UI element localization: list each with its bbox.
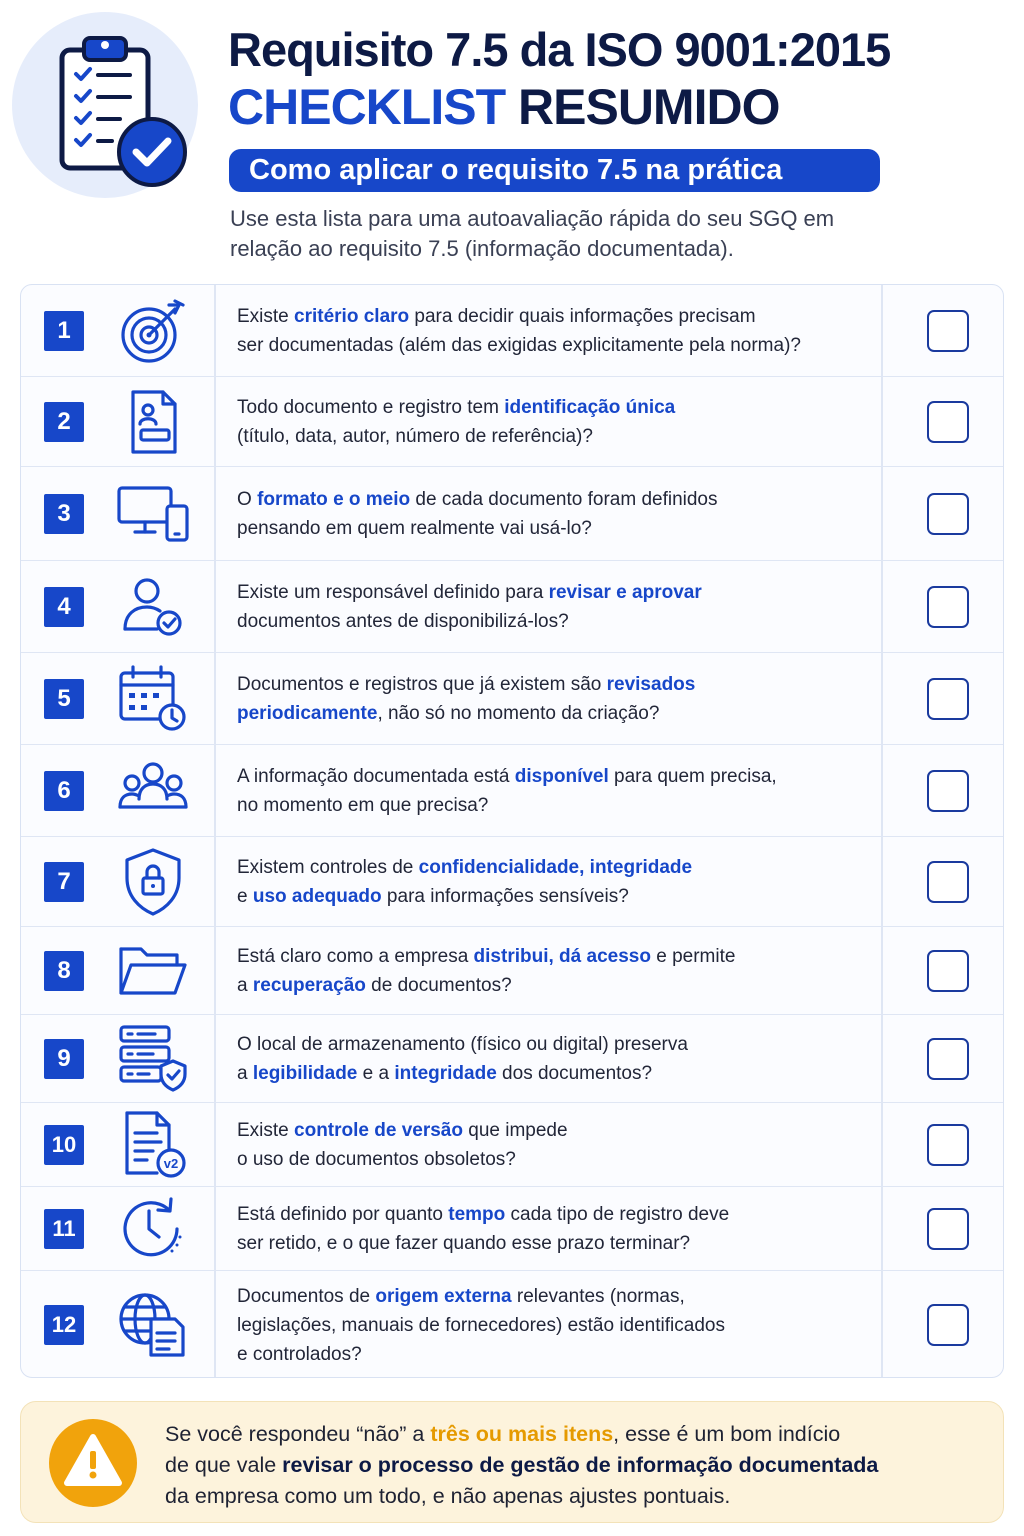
item-highlight: legibilidade [252,1063,358,1084]
item-question [237,1030,877,1088]
item-checkbox[interactable] [927,1124,969,1166]
item-line [237,422,877,451]
item-highlight: confidencialidade, integridade [418,857,693,878]
intro-text [230,204,930,264]
item-highlight: recuperação [252,975,366,996]
item-text-segment: e a [357,1063,395,1084]
item-checkbox[interactable] [927,586,969,628]
item-checkbox[interactable] [927,401,969,443]
item-question [237,393,877,451]
item-highlight: origem externa [375,1285,512,1307]
item-text-segment: de cada documento foram definidos [410,489,718,510]
item-line [237,971,877,1000]
item-line [237,1282,877,1311]
checklist-row-12 [21,1271,1003,1378]
item-checkbox[interactable] [927,1304,969,1346]
item-number: 3 [44,494,84,534]
item-number: 7 [44,862,84,902]
item-checkbox[interactable] [927,1038,969,1080]
clock-refresh-icon [117,1193,189,1265]
checklist-row-5 [21,653,1003,745]
checklist-row-4 [21,561,1003,653]
note-text-4: da empresa como um todo, e não apenas ajustes pontuais. [165,1484,731,1508]
item-question [237,1200,877,1258]
item-text-segment: O local de armazenamento (físico ou digital) preserva [237,1034,688,1055]
note-emphasis: revisar o processo de gestão de informação documentada [282,1453,879,1477]
item-text-segment: , não só no momento da criação? [377,703,660,724]
checklist-row-2 [21,377,1003,467]
item-text-segment: a [237,1063,253,1084]
item-line [237,1229,877,1258]
target-icon [117,295,189,367]
item-number: 4 [44,587,84,627]
item-text-segment: Está claro como a empresa [237,946,474,967]
item-highlight: critério claro [294,306,410,327]
devices-icon [117,478,189,550]
section-banner: Como aplicar o requisito 7.5 na prática [229,149,880,192]
checklist-row-7 [21,837,1003,927]
item-highlight: revisados [606,674,696,695]
item-line [237,791,877,820]
item-text-segment: Existe [237,1120,295,1141]
intro-line-1: Use esta lista para uma autoavaliação rápida do seu SGQ em [230,206,835,231]
item-question [237,942,877,1000]
item-text-segment: dos documentos? [496,1063,653,1084]
item-text-segment: para decidir quais informações precisam [409,306,756,327]
item-line [237,882,877,911]
item-text-segment: ser documentadas (além das exigidas explicitamente pela norma)? [237,335,801,356]
checklist-table [20,284,1004,1378]
title-accent: CHECKLIST [228,79,506,135]
item-line [237,578,877,607]
item-checkbox[interactable] [927,950,969,992]
item-line [237,607,877,636]
item-highlight: distribui, dá acesso [473,946,651,967]
item-checkbox[interactable] [927,493,969,535]
item-line [237,853,877,882]
item-highlight: uso adequado [252,886,382,907]
item-highlight: identificação única [504,397,676,418]
item-number: 11 [44,1209,84,1249]
item-text-segment: a [237,975,253,996]
item-number: 12 [44,1305,84,1345]
note-highlight: três ou mais itens [430,1422,614,1446]
item-text-segment: para informações sensíveis? [381,886,629,907]
item-number: 1 [44,311,84,351]
item-text-segment: e permite [650,946,736,967]
item-checkbox[interactable] [927,310,969,352]
user-check-icon [117,571,189,643]
item-text-segment: cada tipo de registro deve [505,1204,730,1225]
item-checkbox[interactable] [927,678,969,720]
item-text-segment: e [237,886,253,907]
item-line [237,699,877,728]
item-line [237,1311,877,1340]
shield-lock-icon [117,846,189,918]
item-line [237,393,877,422]
item-text-segment: A informação documentada está [237,766,515,787]
checklist-row-6 [21,745,1003,837]
item-number: 6 [44,771,84,811]
item-text-segment: documentos antes de disponibilizá-los? [237,611,569,632]
checklist-row-1 [21,285,1003,377]
checklist-row-11 [21,1187,1003,1271]
item-line [237,942,877,971]
item-number: 5 [44,679,84,719]
item-number: 9 [44,1039,84,1079]
globe-document-icon [117,1289,189,1361]
item-text-segment: (título, data, autor, número de referência)? [237,426,593,447]
item-checkbox[interactable] [927,770,969,812]
note-text-2: , esse é um bom indício [613,1422,841,1446]
item-line [237,1059,877,1088]
server-shield-icon [117,1023,189,1095]
item-highlight: revisar e aprovar [548,582,702,603]
item-line [237,1145,877,1174]
warning-icon [49,1419,137,1507]
item-text-segment: o uso de documentos obsoletos? [237,1149,516,1170]
item-text-segment: Está definido por quanto [237,1204,449,1225]
item-question [237,578,877,636]
item-line [237,514,877,543]
item-question [237,302,877,360]
item-line [237,762,877,791]
item-question [237,853,877,911]
item-line [237,485,877,514]
folder-icon [117,935,189,1007]
item-highlight: disponível [514,766,609,787]
document-version-icon [117,1109,189,1181]
checklist-row-10 [21,1103,1003,1187]
checklist-row-8 [21,927,1003,1015]
svg-text:v2: v2 [163,1156,179,1171]
note-text-3: de que vale [165,1453,283,1477]
warning-note [20,1401,1004,1523]
item-question [237,1116,877,1174]
item-text-segment: Existe [237,306,295,327]
users-group-icon [117,755,189,827]
item-highlight: periodicamente [237,703,378,724]
item-text-segment: de documentos? [365,975,512,996]
item-text-segment: para quem precisa, [608,766,777,787]
item-text-segment: Documentos de [237,1285,376,1307]
item-line: e controlados? [237,1343,362,1365]
document-id-icon [117,386,189,458]
page-subtitle [228,78,779,136]
item-line [237,302,877,331]
item-checkbox[interactable] [927,1208,969,1250]
item-number: 10 [44,1125,84,1165]
item-question [237,670,877,728]
item-line [237,1116,877,1145]
item-highlight: formato e o meio [257,489,411,510]
item-question [237,485,877,543]
item-line [237,331,877,360]
title-rest: RESUMIDO [518,79,780,135]
item-text-segment: legislações, manuais de fornecedores) estão identificados [237,1314,725,1336]
item-line [237,1200,877,1229]
note-text [165,1419,985,1512]
item-checkbox[interactable] [927,861,969,903]
intro-line-2: relação ao requisito 7.5 (informação documentada). [230,236,734,261]
calendar-clock-icon [117,663,189,735]
item-text-segment: no momento em que precisa? [237,795,489,816]
item-line [237,1030,877,1059]
item-highlight: tempo [448,1204,506,1225]
clipboard-checklist-icon [12,12,198,198]
item-line [237,670,877,699]
item-number: 8 [44,951,84,991]
item-highlight: controle de versão [294,1120,463,1141]
item-text-segment: Existe um responsável definido para [237,582,549,603]
item-number: 2 [44,402,84,442]
item-highlight: integridade [394,1063,497,1084]
checklist-row-3 [21,467,1003,561]
item-text-segment: que impede [462,1120,568,1141]
checklist-row-9 [21,1015,1003,1103]
item-text-segment: Existem controles de [237,857,419,878]
item-text-segment: ser retido, e o que fazer quando esse prazo terminar? [237,1233,691,1254]
item-text-segment: Todo documento e registro tem [237,397,505,418]
item-text-segment: pensando em quem realmente vai usá-lo? [237,518,592,539]
item-question [237,1282,877,1369]
item-question [237,762,877,820]
item-text-segment: relevantes (normas, [511,1285,685,1307]
note-text-1: Se você respondeu “não” a [165,1422,431,1446]
item-text-segment: O [237,489,258,510]
item-text-segment: Documentos e registros que já existem são [237,674,607,695]
page-title: Requisito 7.5 da ISO 9001:2015 [228,23,891,76]
